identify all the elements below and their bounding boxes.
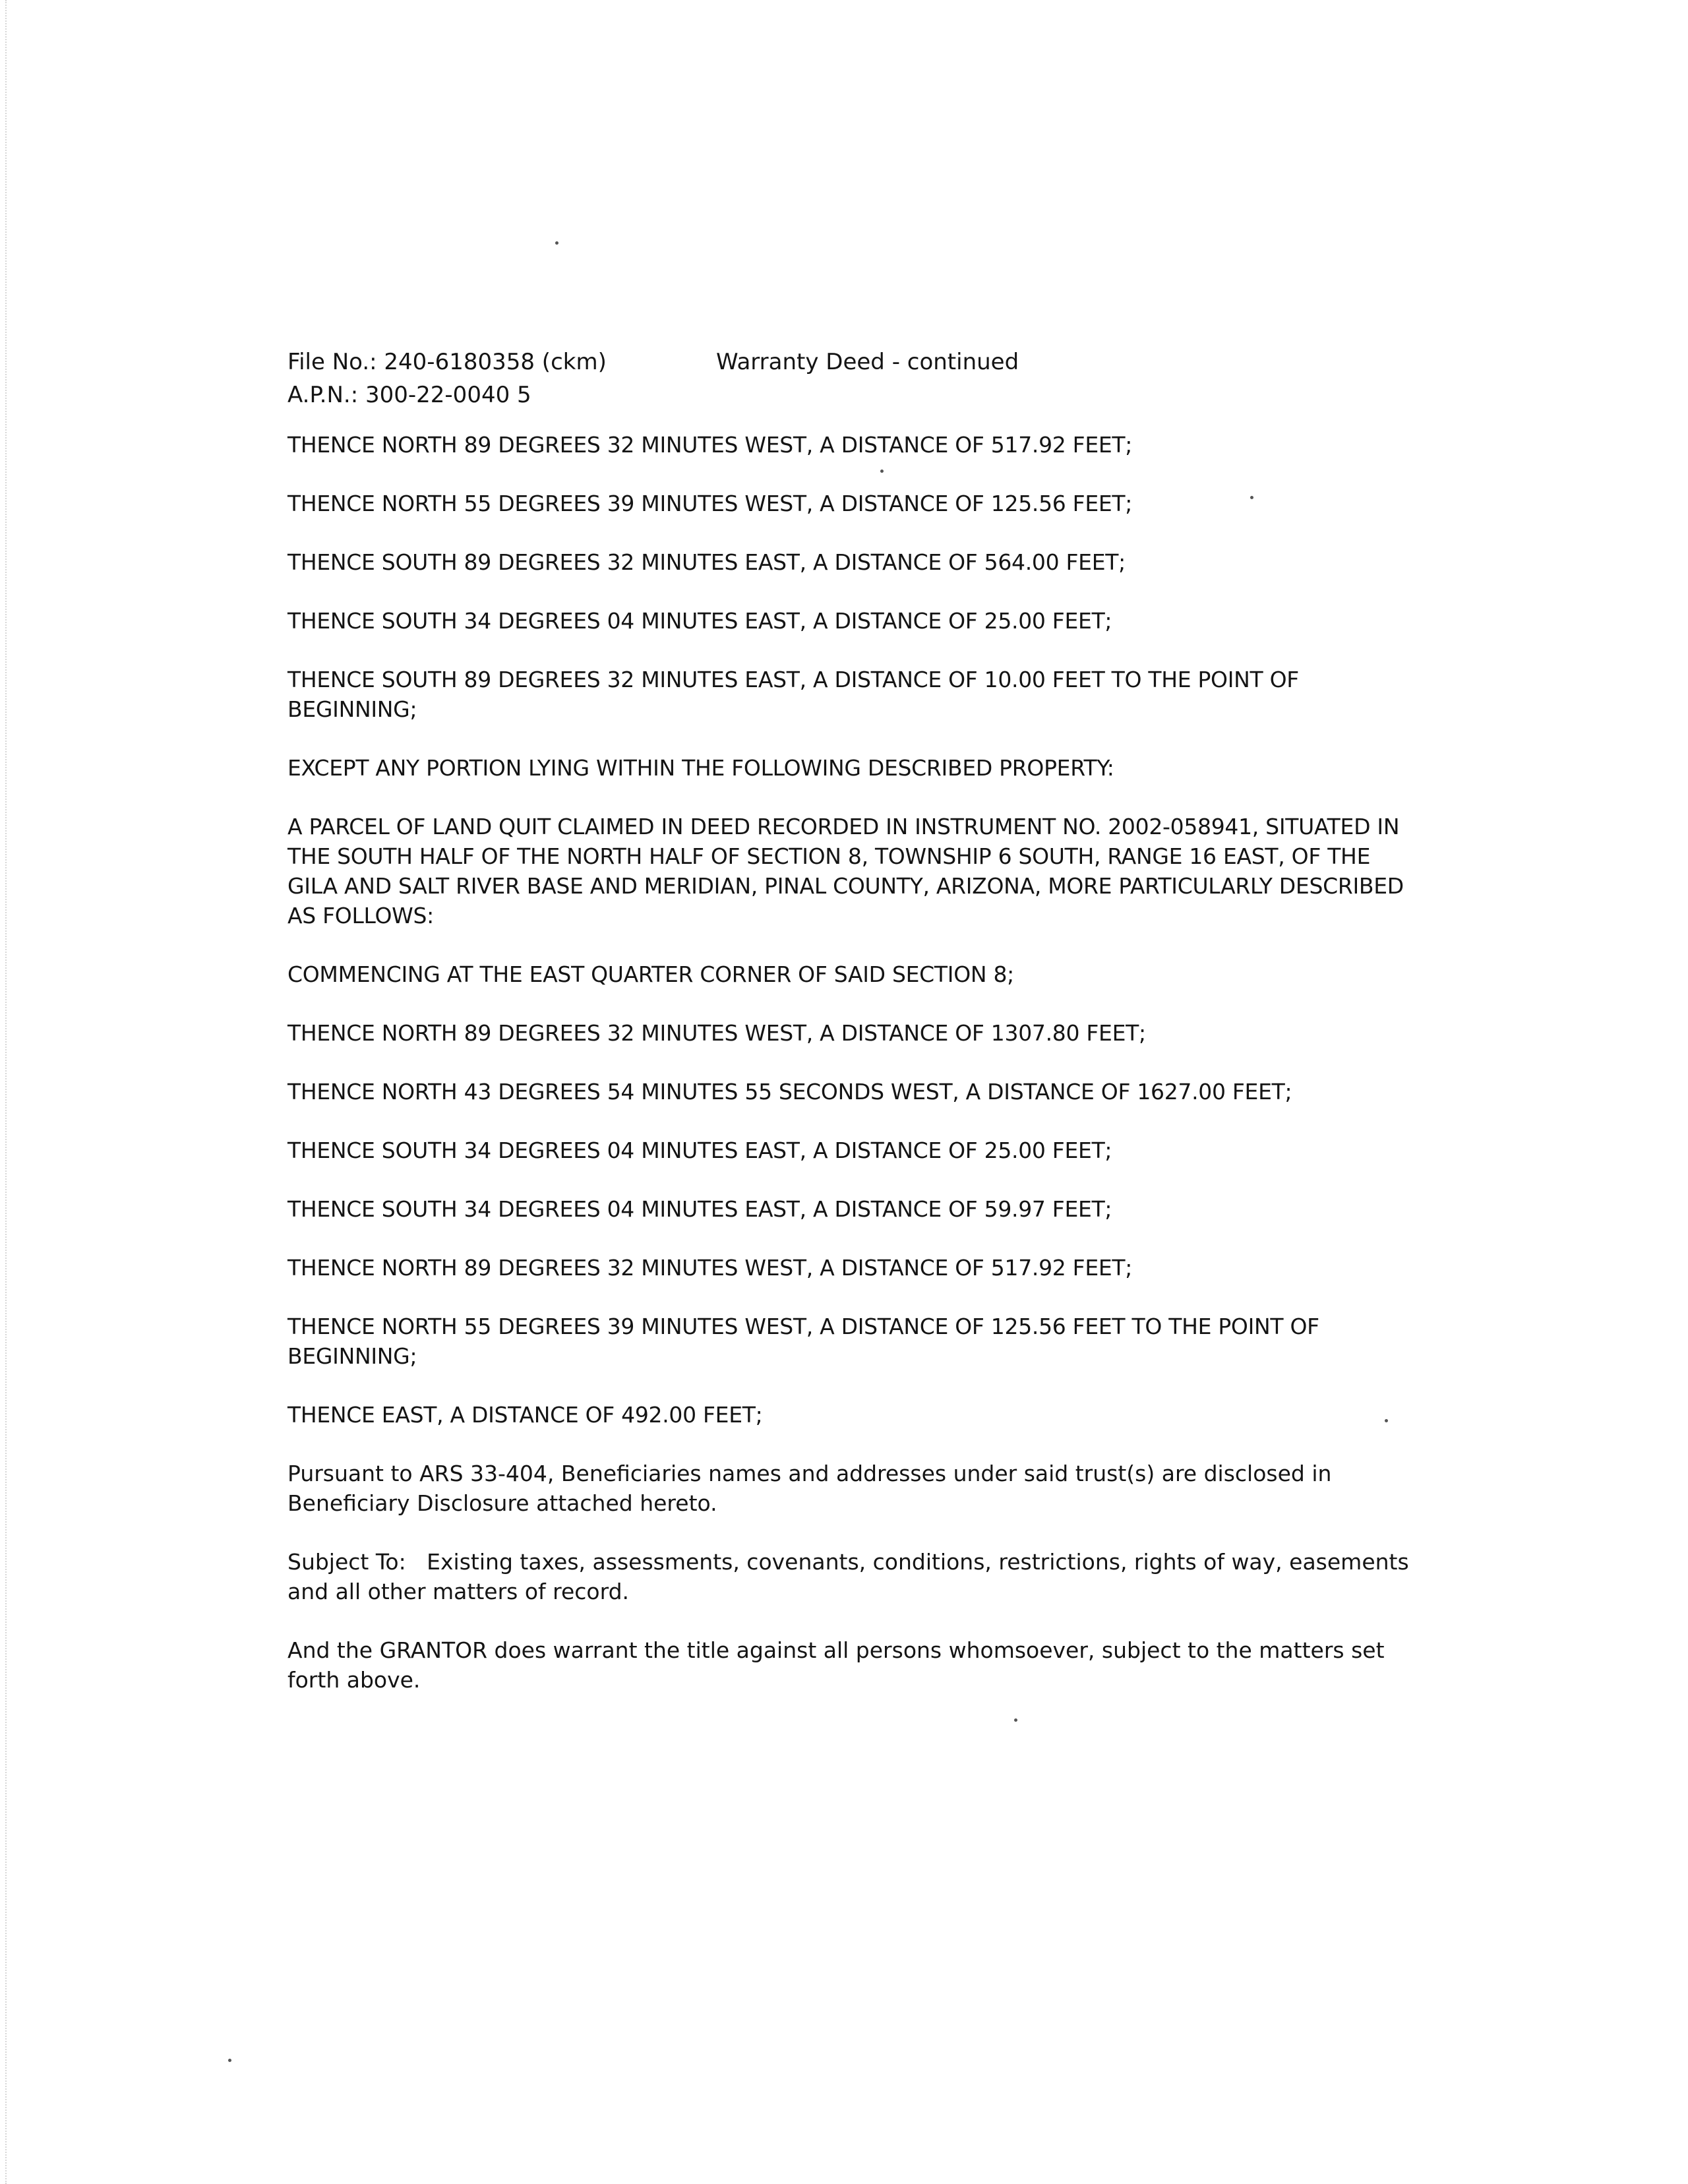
legal-paragraph: THENCE NORTH 55 DEGREES 39 MINUTES WEST, A DISTANCE OF 125.56 FEET; (287, 491, 1133, 516)
scan-edge-artifact (5, 0, 8, 2184)
legal-paragraph: THENCE SOUTH 89 DEGREES 32 MINUTES EAST, A DISTANCE OF 564.00 FEET; (287, 549, 1126, 575)
legal-paragraph: THENCE SOUTH 34 DEGREES 04 MINUTES EAST, A DISTANCE OF 25.00 FEET; (287, 608, 1112, 634)
legal-paragraph: THENCE NORTH 89 DEGREES 32 MINUTES WEST, A DISTANCE OF 517.92 FEET; (287, 432, 1133, 458)
file-number: File No.: 240-6180358 (ckm) (287, 349, 607, 375)
header-identifiers (287, 346, 607, 411)
legal-paragraph: THENCE NORTH 89 DEGREES 32 MINUTES WEST, A DISTANCE OF 517.92 FEET; (287, 1255, 1133, 1281)
legal-paragraph: EXCEPT ANY PORTION LYING WITHIN THE FOLLOWING DESCRIBED PROPERTY: (287, 755, 1114, 781)
document-title: Warranty Deed - continued (716, 349, 1019, 375)
subject-to-paragraph: Subject To: Existing taxes, assessments, covenants, conditions, restrictions, rights of way, easements and all other matters of record. (287, 1549, 1416, 1604)
legal-description (287, 430, 1422, 1724)
beneficiary-disclosure-paragraph: Pursuant to ARS 33-404, Beneficiaries names and addresses under said trust(s) are disclosed in Beneficiary Disclosure attached hereto. (287, 1461, 1332, 1516)
legal-paragraph: THENCE EAST, A DISTANCE OF 492.00 FEET; (287, 1402, 763, 1428)
legal-paragraph: THENCE NORTH 43 DEGREES 54 MINUTES 55 SECONDS WEST, A DISTANCE OF 1627.00 FEET; (287, 1079, 1292, 1105)
document-header (287, 346, 1408, 411)
legal-paragraph: THENCE SOUTH 89 DEGREES 32 MINUTES EAST, A DISTANCE OF 10.00 FEET TO THE POINT OF BEGINNING; (287, 667, 1299, 722)
apn-number: A.P.N.: 300-22-0040 5 (287, 382, 531, 408)
scan-speck (228, 2059, 231, 2062)
legal-paragraph: THENCE SOUTH 34 DEGREES 04 MINUTES EAST, A DISTANCE OF 59.97 FEET; (287, 1196, 1112, 1222)
legal-paragraph: THENCE NORTH 55 DEGREES 39 MINUTES WEST, A DISTANCE OF 125.56 FEET TO THE POINT OF BEGINNING; (287, 1314, 1319, 1369)
legal-paragraph: A PARCEL OF LAND QUIT CLAIMED IN DEED RECORDED IN INSTRUMENT NO. 2002-058941, SITUATED IN THE SOUTH HALF OF THE NORTH HALF OF SECTION 8, TOWNSHIP 6 SOUTH, RANGE 16 EAST, OF THE GILA AND SALT RIVER BASE AND MERIDIAN, PINAL COUNTY, ARIZONA, MORE PARTICULARLY DESCRIBED AS FOLLOWS: (287, 814, 1404, 928)
legal-paragraph: THENCE SOUTH 34 DEGREES 04 MINUTES EAST, A DISTANCE OF 25.00 FEET; (287, 1138, 1112, 1163)
legal-paragraph: COMMENCING AT THE EAST QUARTER CORNER OF SAID SECTION 8; (287, 961, 1014, 987)
scan-speck (555, 241, 558, 245)
legal-paragraph: THENCE NORTH 89 DEGREES 32 MINUTES WEST, A DISTANCE OF 1307.80 FEET; (287, 1020, 1146, 1046)
grantor-warranty-paragraph: And the GRANTOR does warrant the title against all persons whomsoever, subject to the matters set forth above. (287, 1637, 1385, 1693)
